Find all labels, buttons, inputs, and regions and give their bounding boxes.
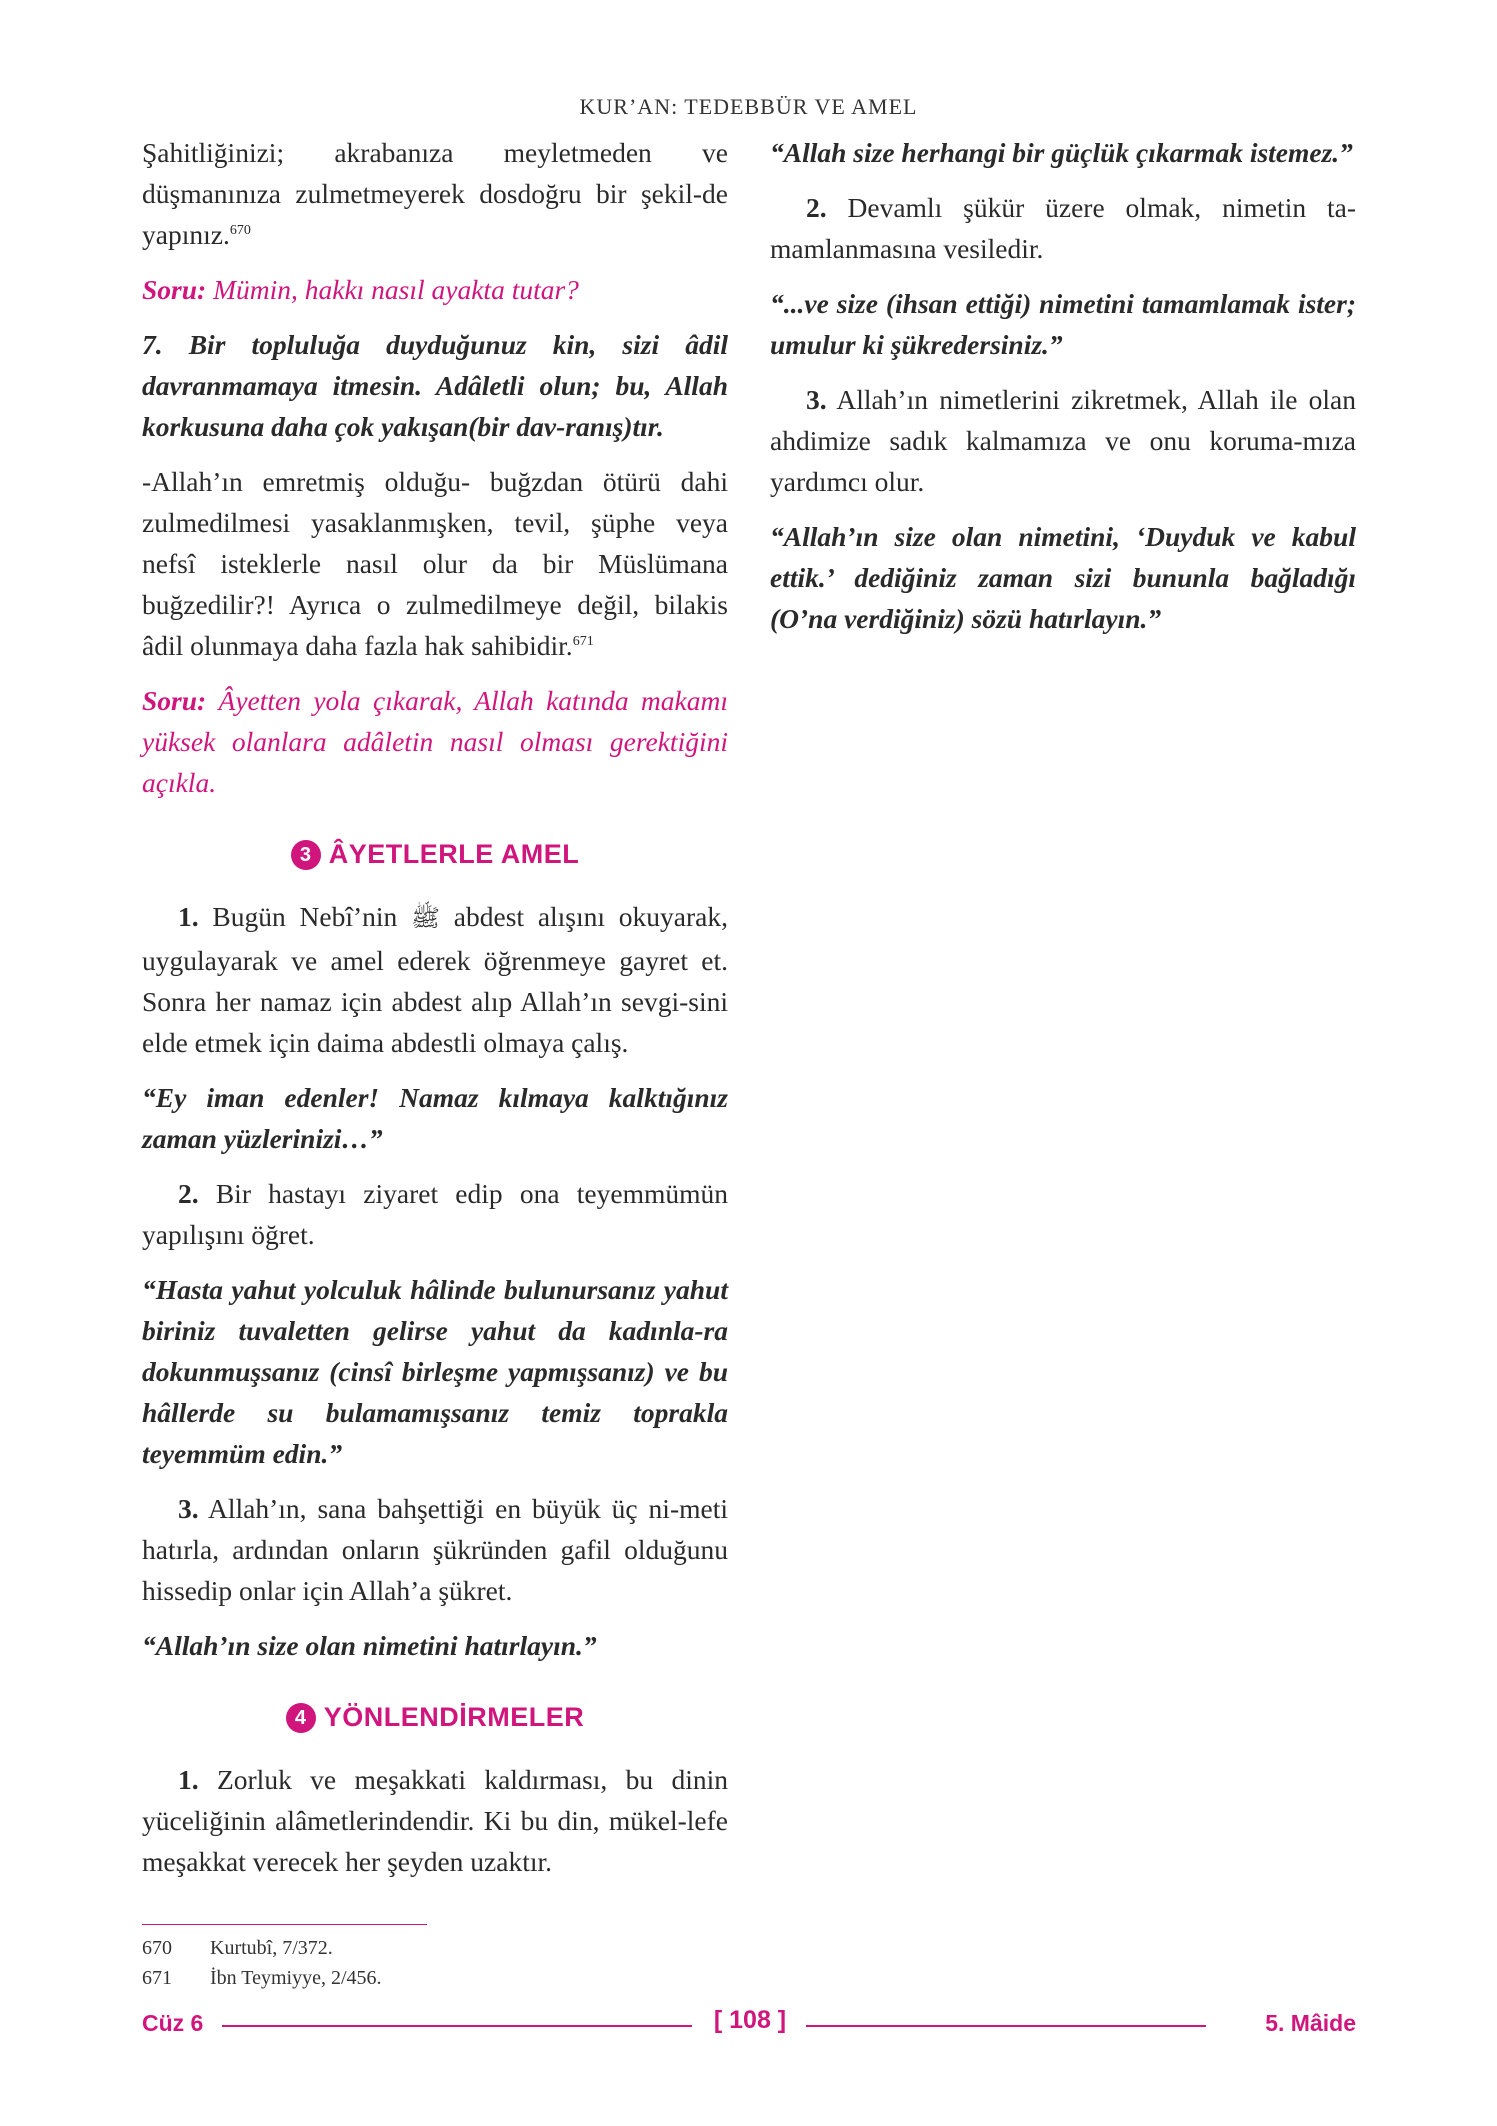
list-item — [770, 187, 1356, 269]
item-number: 3. — [806, 384, 827, 415]
item-number: 2. — [178, 1178, 199, 1209]
verse-quote: “Ey iman edenler! Namaz kılmaya kalktığınız zaman yüzlerinizi…” — [142, 1082, 728, 1154]
section-title: ÂYETLERLE AMEL — [328, 839, 580, 869]
footnote-divider — [142, 1924, 427, 1925]
section-heading — [142, 839, 728, 870]
item-text: Zorluk ve meşakkati kaldırması, bu dinin yüceliğinin alâmetlerindendir. Ki bu din, mükel-lefe meşakkat verecek her şeyden uzaktır. — [142, 1764, 728, 1877]
footnotes — [142, 1924, 728, 1993]
page-number: [ 108 ] — [713, 2006, 787, 2034]
list-item — [142, 1488, 728, 1611]
question-text: Âyetten yola çıkarak, Allah katında makamı yüksek olanlara adâletin nasıl olması gerektiğini açıkla. — [142, 685, 728, 798]
verse-quote: “...ve size (ihsan ettiği) nimetini tamamlamak ister; umulur ki şükredersiniz.” — [770, 288, 1356, 360]
salawat-symbol: ﷺ — [411, 906, 441, 932]
paragraph — [142, 461, 728, 666]
item-text: Bugün Nebî’nin — [198, 901, 412, 932]
verse-quote: “Allah’ın size olan nimetini hatırlayın.” — [142, 1630, 597, 1661]
section-heading — [142, 1702, 728, 1733]
right-column — [770, 132, 1356, 653]
footnote-ref[interactable]: 671 — [572, 633, 594, 649]
footnote — [142, 1933, 728, 1963]
question-label: Soru: — [142, 274, 207, 305]
item-number: 3. — [178, 1493, 199, 1524]
item-text: Bir hastayı ziyaret edip ona teyemmümün yapılışını öğret. — [142, 1178, 728, 1250]
page-footer — [142, 2006, 1356, 2040]
item-number: 2. — [806, 192, 827, 223]
item-text: Allah’ın, sana bahşettiği en büyük üç ni-meti hatırla, ardından onların şükründen gafil olduğunu hissedip onlar için Allah’a şükret. — [142, 1493, 728, 1606]
list-item — [142, 896, 728, 1063]
footer-rule — [806, 2025, 1206, 2027]
question-label: Soru: — [142, 685, 207, 716]
paragraph — [142, 132, 728, 255]
list-item — [142, 1173, 728, 1255]
footer-juz: Cüz 6 — [142, 2010, 204, 2036]
section-number-badge: 4 — [286, 1703, 316, 1733]
question — [142, 269, 728, 310]
item-number: 1. — [178, 1764, 199, 1795]
footnote-ref[interactable]: 670 — [229, 222, 251, 238]
question-text: Mümin, hakkı nasıl ayakta tutar? — [206, 274, 579, 305]
footnote-number: 671 — [142, 1967, 172, 1989]
running-header: KUR’AN: TEDEBBÜR VE AMEL — [579, 94, 918, 119]
left-column — [142, 132, 728, 1896]
footnote — [142, 1963, 728, 1993]
footnote-text: Kurtubî, 7/372. — [210, 1937, 333, 1959]
item-text: Allah’ın nimetlerini zikretmek, Allah ile olan ahdimize sadık kalmamıza ve onu koruma-mıza yardımcı olur. — [770, 384, 1356, 497]
item-number: 1. — [178, 901, 199, 932]
section-number-badge: 3 — [291, 840, 321, 870]
list-item — [770, 379, 1356, 502]
footer-surah: 5. Mâide — [1265, 2010, 1356, 2036]
item-text: abdest alışını okuyarak, uygulayarak ve amel ederek öğrenmeye gayret et. Sonra her namaz için abdest alıp Allah’ın sevgi-sini elde etmek için daima abdestli olmaya çalış. — [142, 901, 728, 1058]
question — [142, 680, 728, 803]
verse-quote: “Hasta yahut yolculuk hâlinde bulunursanız yahut biriniz tuvaletten gelirse yahut da kadınla-ra dokunmuşsanız (cinsî birleşme yapmışsanız) ve bu hâllerde su bulamamışsanız temiz toprakla teyemmüm edin.” — [142, 1274, 728, 1469]
paragraph-text: Şahitliğinizi; akrabanıza meyletmeden ve düşmanınıza zulmetmeyerek dosdoğru bir şekil-de yapınız. — [142, 137, 728, 250]
paragraph-text: -Allah’ın emretmiş olduğu- buğzdan ötürü dahi zulmedilmesi yasaklanmışken, tevil, şüphe veya nefsî isteklerle nasıl olur da bir Müslümana buğzedilir?! Ayrıca o zulmedilmeye değil, bilakis âdil olunmaya daha fazla hak sahibidir. — [142, 466, 728, 661]
verse-bold: 7. Bir topluluğa duyduğunuz kin, sizi âdil davranmamaya itmesin. Adâletli olun; bu, Allah korkusuna daha çok yakışan(bir dav-ranış)tır. — [142, 329, 728, 442]
list-item — [142, 1759, 728, 1882]
verse-quote: “Allah’ın size olan nimetini, ‘Duyduk ve kabul ettik.’ dediğiniz zaman sizi bununla bağladığı (O’na verdiğiniz) sözü hatırlayın.” — [770, 521, 1356, 634]
verse-quote: “Allah size herhangi bir güçlük çıkarmak istemez.” — [770, 137, 1353, 168]
section-title: YÖNLENDİRMELER — [323, 1702, 585, 1732]
item-text: Devamlı şükür üzere olmak, nimetin ta-mamlanmasına vesiledir. — [770, 192, 1356, 264]
footnote-text: İbn Teymiyye, 2/456. — [210, 1967, 382, 1989]
footnote-number: 670 — [142, 1937, 172, 1959]
footer-rule — [222, 2025, 692, 2027]
